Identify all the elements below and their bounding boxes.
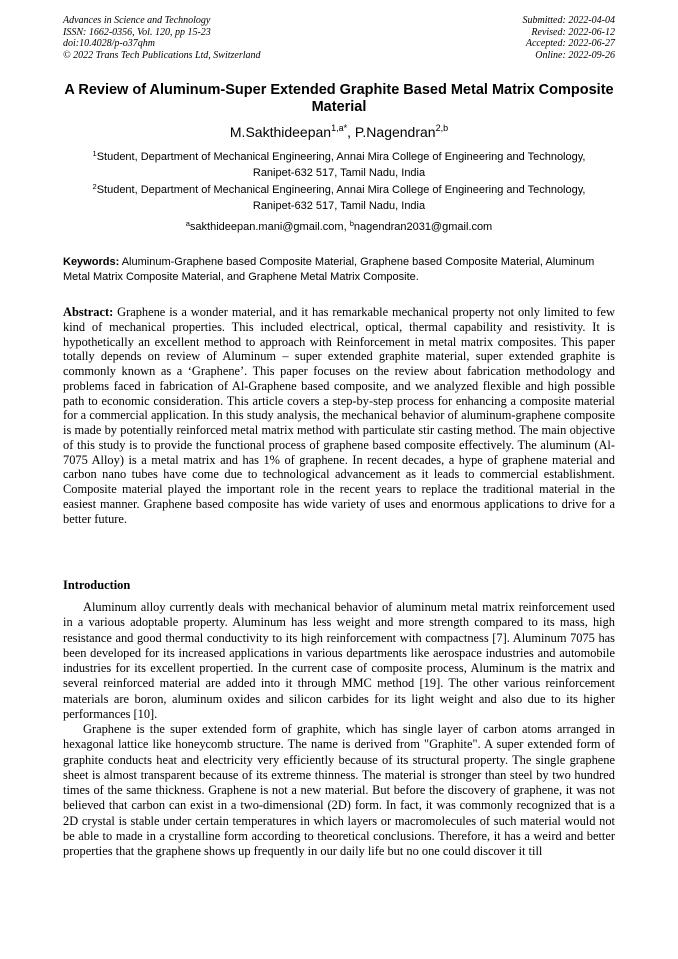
abstract-section <box>63 305 615 526</box>
paper-title: A Review of Aluminum-Super Extended Graphite Based Metal Matrix Composite Material <box>64 82 614 115</box>
journal-name: Advances in Science and Technology <box>63 15 211 26</box>
affiliation-2-text: Student, Department of Mechanical Engineering, Annai Mira College of Engineering and Technology, Ranipet-632 517, Tamil Nadu, India <box>96 184 586 212</box>
abstract-label: Abstract: <box>63 305 114 319</box>
author-list <box>63 124 615 140</box>
accepted-date: Accepted: 2022-06-27 <box>525 38 615 49</box>
introduction-paragraph-2: Graphene is the super extended form of graphite, which has single layer of carbon atoms arranged in hexagonal lattice like honeycomb structure. The name is derived from "Graphite". A super extended form of graphite conducts heat and electricity very efficiently because of its structural property. The single graphene sheet is almost transparent because of its extreme thinness. The material is stronger than steel by two hundred times of the same thickness. Graphene is not a new material. But before the discovery of graphene, it was not believed that carbon can exist in a two-dimensional (2D) form. In fact, it was commonly recognized that is a 2D crystal is stable under certain temperatures in which layers or macromolecules of such material would not be able to made in a crystalline form according to theoretical conclusions. Therefore, it has a weird and better properties that the graphene shows up frequently in our daily life but no one could discover it till <box>63 722 615 858</box>
author-emails <box>80 220 598 236</box>
affiliation-2-marker: 2 <box>92 182 97 191</box>
email-b-marker: b <box>349 219 354 228</box>
affiliation-1 <box>80 150 598 181</box>
journal-info <box>63 15 261 61</box>
email-b-link[interactable]: nagendran2031@gmail.com <box>353 221 493 233</box>
author-1-name: M.Sakthideepan <box>229 124 332 140</box>
keywords-text: Aluminum-Graphene based Composite Material, Graphene based Composite Material, Aluminum Metal Matrix Composite Material, and Graphene Metal Matrix Composite. <box>63 256 595 284</box>
email-a-marker: a <box>185 219 190 228</box>
keywords-label: Keywords: <box>63 256 120 268</box>
journal-issn: ISSN: 1662-0356, Vol. 120, pp 15-23 <box>63 26 211 38</box>
introduction-paragraph-1: Aluminum alloy currently deals with mechanical behavior of aluminum metal matrix reinforcement used in a various adoptable property. Aluminum has less weight and more strength compared to its mass, high resistance and good thermal conductivity to its high reinforcement with compactness [7]. Aluminum 7075 has been developed for its increased applications in various departments like aerospace industries and automobile industries for its excellent propertied. In the current case of composite process, Aluminum is the matrix and several reinforced material are added into it through MMC method [19]. The other various reinforcement materials are boron, aluminum oxides and silicon carbides for its light weight and also due to its higher performances [10]. <box>63 600 615 721</box>
author-2-name: P.Nagendran <box>354 124 436 140</box>
affiliation-1-text: Student, Department of Mechanical Engineering, Annai Mira College of Engineering and Technology, Ranipet-632 517, Tamil Nadu, India <box>96 151 586 179</box>
introduction-heading: Introduction <box>63 578 131 592</box>
introduction-body <box>63 600 615 859</box>
journal-copyright: © 2022 Trans Tech Publications Ltd, Switzerland <box>63 49 261 61</box>
journal-doi: doi:10.4028/p-o37qhm <box>63 38 155 49</box>
author-2-affil-marker: 2,b <box>435 123 449 133</box>
author-separator: , <box>347 124 355 140</box>
author-1-affil-marker: 1,a* <box>331 123 348 133</box>
submission-dates <box>523 15 616 61</box>
email-separator: , <box>343 221 350 233</box>
online-date: Online: 2022-09-26 <box>535 49 615 61</box>
revised-date: Revised: 2022-06-12 <box>531 26 615 38</box>
affiliation-1-marker: 1 <box>92 149 97 158</box>
submitted-date: Submitted: 2022-04-04 <box>522 15 615 26</box>
email-a-link[interactable]: sakthideepan.mani@gmail.com <box>189 221 344 233</box>
abstract-text: Graphene is a wonder material, and it has remarkable mechanical property not only limited to few kind of mechanical properties. This included electrical, optical, thermal capability and resistivity. It is hypothetically an excellent method to approach with Reinforcement in metal matrix composites. This paper totally depends on review of Aluminum – super extended graphite material, super extended graphite is commonly known as a ‘Graphene’. This paper focuses on the review about fabrication methodology and problems faced in fabrication of Al-Graphene based composite, and we analyzed flexible and high possible path to economic consideration. This article covers a step-by-step process for enhancing a composite material for a commercial application. In this study analysis, the mechanical behavior of aluminum-graphene composite is made by potentially reinforced metal matrix method with particulate stir casting method. The main objective of this study is to provide the functional process of graphene based composite effectively. The aluminum (Al-7075 Alloy) is a metal matrix and has 1% of graphene. In recent decades, a hype of graphene material and carbon nano tubes have come due to technological advancement as it leads to commercial establishment. Composite material played the important role in the recent years to replace the traditional material in the easiest manner. Graphene based composite has wide variety of uses and enormous applications to drive for a better future. <box>63 305 615 526</box>
affiliation-2 <box>80 183 598 214</box>
keywords-section <box>63 255 615 286</box>
